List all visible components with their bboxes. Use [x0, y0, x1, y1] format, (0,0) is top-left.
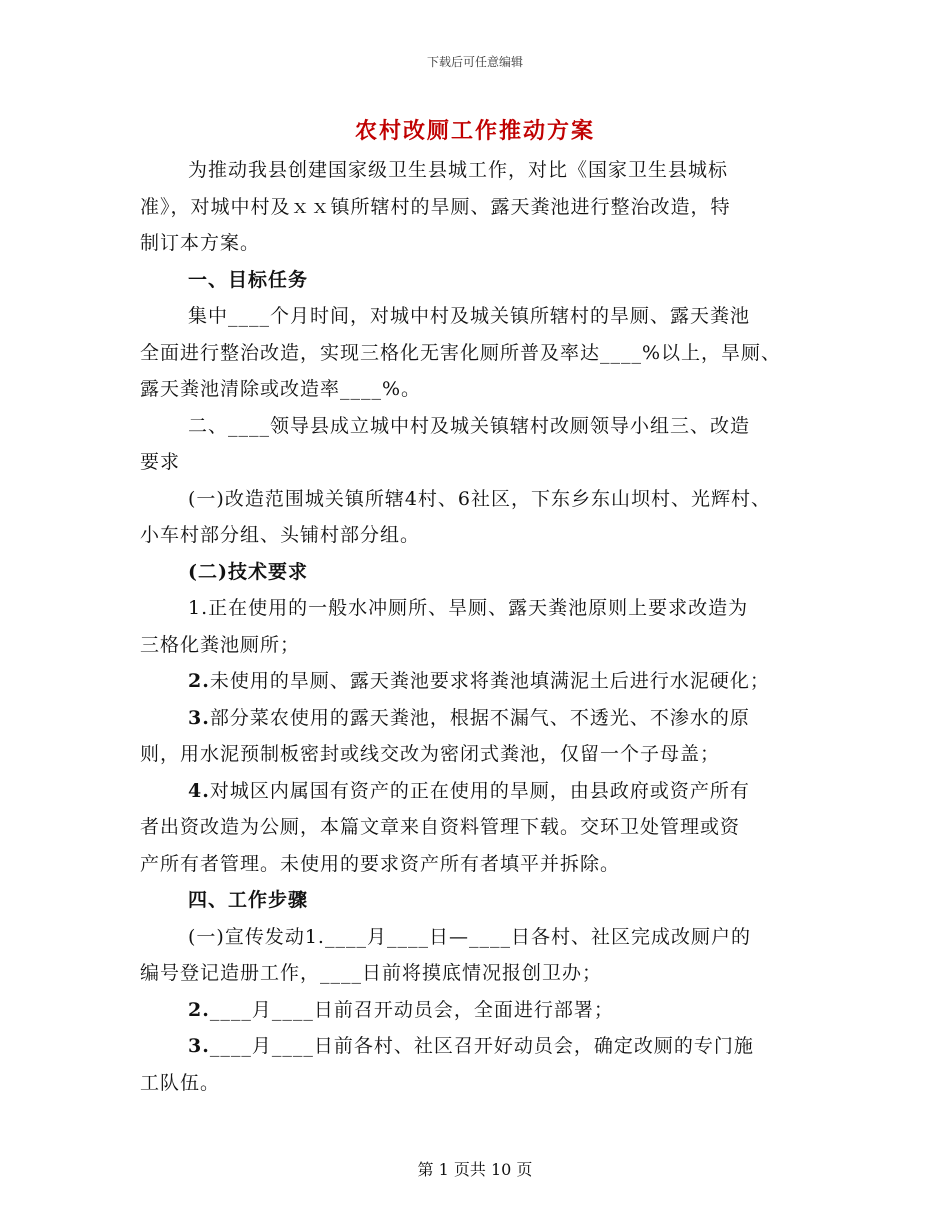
page-footer: 第 1 页共 10 页: [417, 1160, 533, 1179]
paragraph-line: [140, 371, 830, 408]
paragraph-line: [140, 335, 830, 372]
paragraph-line: [140, 736, 830, 773]
paragraph-line: [140, 225, 830, 262]
list-number: 3.: [188, 1035, 210, 1057]
line-text: ____月____日前各村、社区召开好动员会，确定改厕的专门施: [209, 1035, 754, 1057]
paragraph-line: [140, 773, 830, 810]
paragraph-line: [140, 627, 830, 664]
line-text: 要求: [140, 451, 181, 473]
paragraph-line: [140, 992, 830, 1029]
line-text: 为推动我县创建国家级卫生县城工作，对比《国家卫生县城标: [188, 159, 729, 181]
paragraph-line: [140, 481, 830, 518]
line-text: 全面进行整治改造，实现三格化无害化厕所普及率达____%以上，旱厕、: [140, 341, 782, 364]
line-text: 者出资改造为公厕，本篇文章来自资料管理下载。交环卫处管理或资: [140, 816, 741, 838]
list-number: 3.: [188, 706, 210, 729]
line-text: 四、工作步骤: [188, 889, 309, 911]
line-text: ____月____日前召开动员会，全面进行部署；: [209, 998, 614, 1021]
line-text: (二)技术要求: [188, 560, 308, 583]
list-number: 4.: [188, 779, 210, 802]
line-text: 对城区内属国有资产的正在使用的旱厕，由县政府或资产所有: [209, 779, 750, 802]
line-text: 集中____个月时间，对城中村及城关镇所辖村的旱厕、露天粪池: [188, 305, 751, 327]
document-body: [140, 152, 830, 1101]
paragraph-line: [140, 444, 830, 481]
line-text: 露天粪池清除或改造率____%。: [140, 378, 422, 400]
paragraph-line: [140, 152, 830, 189]
line-text: 准》，对城中村及ｘｘ镇所辖村的旱厕、露天粪池进行整治改造，特: [140, 195, 731, 218]
section-heading-line: [140, 554, 830, 591]
line-text: 部分菜农使用的露天粪池，根据不漏气、不透光、不渗水的原: [209, 706, 750, 729]
line-text: 二、____领导县成立城中村及城关镇辖村改厕领导小组三、改造: [188, 414, 751, 437]
paragraph-line: [140, 919, 830, 956]
paragraph-line: [140, 189, 830, 226]
section-heading-line: [140, 882, 830, 919]
section-heading-line: [140, 262, 830, 299]
paragraph-line: [140, 1028, 830, 1065]
document-title: 农村改厕工作推动方案: [354, 118, 595, 144]
list-number: 2.: [188, 670, 210, 692]
page-header: 下载后可任意编辑: [426, 55, 523, 69]
line-text: 未使用的旱厕、露天粪池要求将粪池填满泥土后进行水泥硬化；: [209, 670, 770, 692]
line-text: 一、目标任务: [188, 268, 309, 291]
line-text: (一)宣传发动1.____月____日—____日各村、社区完成改厕户的: [188, 925, 751, 948]
line-text: 工队伍。: [140, 1071, 221, 1094]
line-text: 编号登记造册工作，____日前将摸底情况报创卫办；: [140, 962, 603, 984]
line-text: 则，用水泥预制板密封或线交改为密闭式粪池，仅留一个子母盖；: [140, 743, 721, 765]
line-text: 三格化粪池厕所；: [140, 633, 301, 656]
paragraph-line: [140, 590, 830, 627]
list-number: 2.: [188, 998, 210, 1021]
line-text: (一)改造范围城关镇所辖4村、6社区，下东乡东山坝村、光辉村、: [188, 487, 772, 510]
paragraph-line: [140, 298, 830, 335]
paragraph-line: [140, 1065, 830, 1102]
line-text: 产所有者管理。未使用的要求资产所有者填平并拆除。: [140, 852, 621, 875]
paragraph-line: [140, 408, 830, 445]
paragraph-line: [140, 663, 830, 700]
paragraph-line: [140, 517, 830, 554]
paragraph-line: [140, 955, 830, 992]
paragraph-line: [140, 700, 830, 737]
paragraph-line: [140, 846, 830, 883]
paragraph-line: [140, 809, 830, 846]
line-text: 制订本方案。: [140, 232, 261, 254]
line-text: 1.正在使用的一般水冲厕所、旱厕、露天粪池原则上要求改造为: [188, 597, 749, 619]
line-text: 小车村部分组、头铺村部分组。: [140, 524, 421, 546]
